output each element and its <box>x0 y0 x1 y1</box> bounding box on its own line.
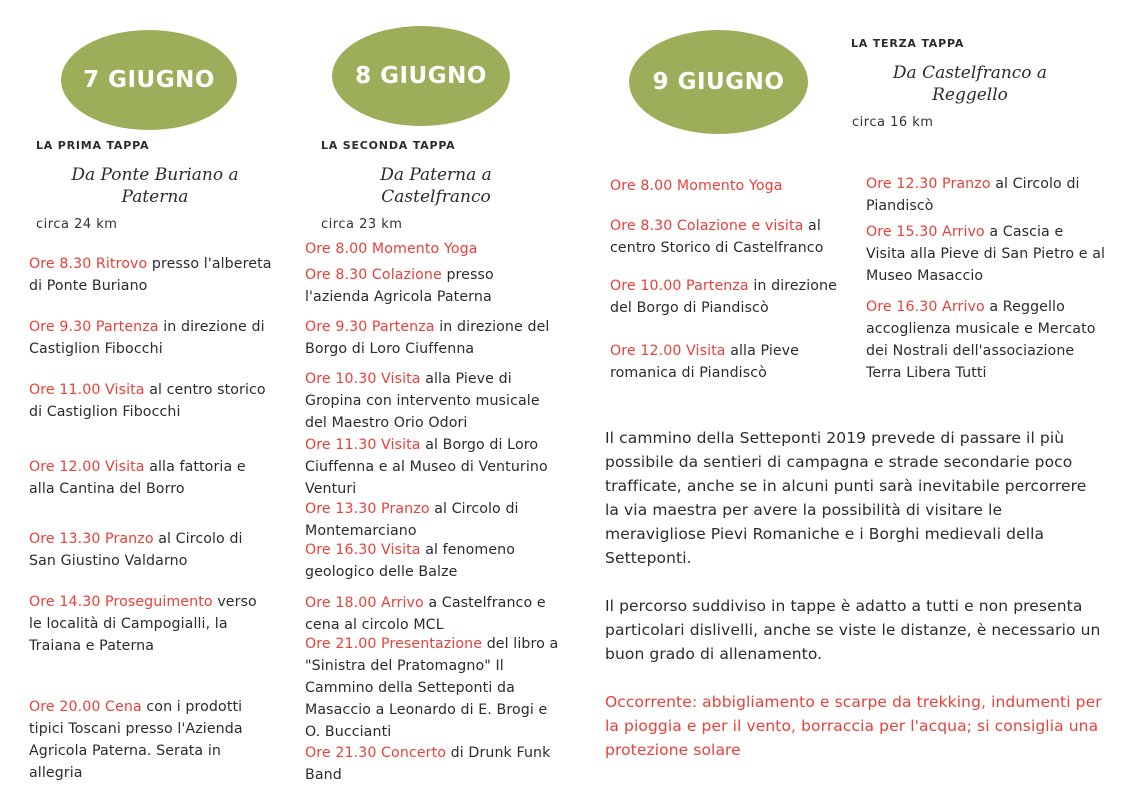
stage-label-day2: LA SECONDA TAPPA <box>321 139 456 152</box>
route-title-day3: Da Castelfranco a Reggello <box>892 63 1048 105</box>
equipment-note: Occorrente: abbigliamento e scarpe da trekking, indumenti per la pioggia e per il vento, borraccia per l'acqua; si consiglia una protezione solare <box>605 693 1102 759</box>
schedule-item: Ore 9.30 Partenza in direzione di Castiglion Fibocchi <box>29 319 265 357</box>
schedule-item: Ore 11.30 Visita al Borgo di Loro Ciuffenna e al Museo di Venturino Venturi <box>305 437 548 497</box>
schedule-item: Ore 21.00 Presentazione del libro a "Sinistra del Pratomagno" Il Cammino della Setteponti da Masaccio a Leonardo di E. Brogi e O. Buccianti <box>305 636 559 740</box>
schedule-item: Ore 18.00 Arrivo a Castelfranco e cena al circolo MCL <box>305 595 546 633</box>
route-title-day2: Da Paterna a Castelfranco <box>380 165 492 207</box>
distance-day1: circa 24 km <box>36 217 118 232</box>
schedule-item: Ore 21.30 Concerto di Drunk Funk Band <box>305 745 551 783</box>
date-oval-day1 <box>61 30 237 130</box>
date-oval-day3 <box>629 30 808 134</box>
schedule-item: Ore 8.30 Ritrovo presso l'albereta di Ponte Buriano <box>29 256 272 294</box>
info-paragraph-1: Il cammino della Setteponti 2019 prevede di passare il più possibile da sentieri di campagna e strade secondarie poco trafficate, anche se in alcuni punti sarà inevitabile percorrere la via maestra per avere la possibilità di visitare le meravigliose Pievi Romaniche e i Borghi medievali della Setteponti. <box>605 429 1087 567</box>
schedule-item: Ore 14.30 Proseguimento verso le località di Campogialli, la Traiana e Paterna <box>29 594 257 654</box>
date-label: 8 GIUGNO <box>355 63 487 89</box>
schedule-item: Ore 12.00 Visita alla fattoria e alla Cantina del Borro <box>29 459 246 497</box>
date-label: 7 GIUGNO <box>83 67 215 93</box>
schedule-item: Ore 10.30 Visita alla Pieve di Gropina con intervento musicale del Maestro Orio Odori <box>305 371 540 431</box>
schedule-item: Ore 9.30 Partenza in direzione del Borgo di Loro Ciuffenna <box>305 319 550 357</box>
schedule-item: Ore 16.30 Visita al fenomeno geologico delle Balze <box>305 542 516 580</box>
schedule-item: Ore 13.30 Pranzo al Circolo di Montemarciano <box>305 501 519 539</box>
schedule-item: Ore 11.00 Visita al centro storico di Castiglion Fibocchi <box>29 382 266 420</box>
schedule-item: Ore 8.30 Colazione presso l'azienda Agricola Paterna <box>305 267 494 305</box>
date-label: 9 GIUGNO <box>652 69 785 95</box>
schedule-item: Ore 12.30 Pranzo al Circolo di Piandiscò <box>866 176 1080 214</box>
route-title-day1: Da Ponte Buriano a Paterna <box>71 165 239 207</box>
schedule-item: Ore 20.00 Cena con i prodotti tipici Toscani presso l'Azienda Agricola Paterna. Serata in allegria <box>29 699 243 781</box>
schedule-item: Ore 16.30 Arrivo a Reggello accoglienza musicale e Mercato dei Nostrali dell'associazione Terra Libera Tutti <box>866 299 1096 381</box>
schedule-item: Ore 8.00 Momento Yoga <box>610 178 783 194</box>
date-oval-day2 <box>332 26 510 126</box>
schedule-item: Ore 10.00 Partenza in direzione del Borgo di Piandiscò <box>610 278 837 316</box>
schedule-item: Ore 8.00 Momento Yoga <box>305 241 478 257</box>
schedule-item: Ore 12.00 Visita alla Pieve romanica di Piandiscò <box>610 343 800 381</box>
schedule-item: Ore 8.30 Colazione e visita al centro Storico di Castelfranco <box>610 218 824 256</box>
distance-day2: circa 23 km <box>321 217 403 232</box>
stage-label-day1: LA PRIMA TAPPA <box>36 139 150 152</box>
stage-label-day3: LA TERZA TAPPA <box>851 37 965 50</box>
schedule-item: Ore 15.30 Arrivo a Cascia e Visita alla Pieve di San Pietro e al Museo Masaccio <box>866 224 1106 284</box>
distance-day3: circa 16 km <box>852 115 934 130</box>
info-paragraph-2: Il percorso suddiviso in tappe è adatto a tutti e non presenta particolari dislivelli, anche se viste le distanze, è necessario un buon grado di allenamento. <box>605 597 1101 663</box>
schedule-item: Ore 13.30 Pranzo al Circolo di San Giustino Valdarno <box>29 531 243 569</box>
